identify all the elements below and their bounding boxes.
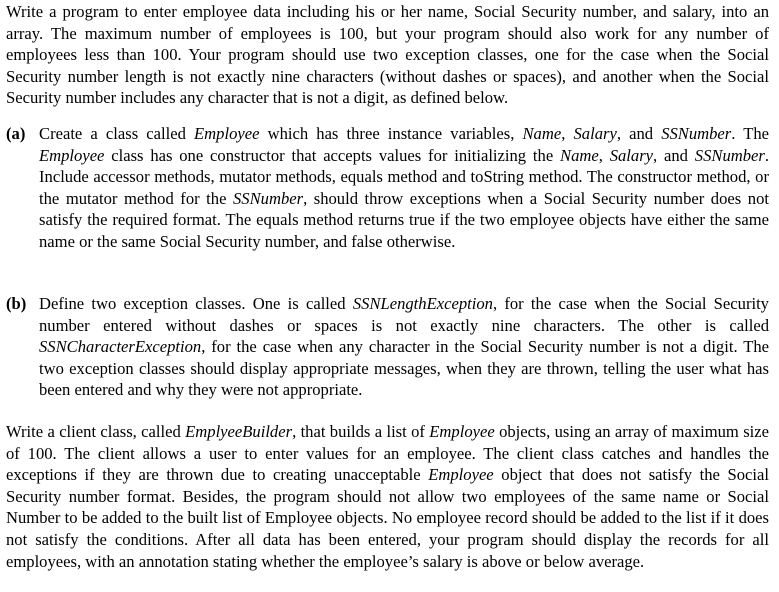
client-text-2: , that builds a list of [292,422,430,441]
client-text-4: object that does not satisfy the Social Security number format. Besides, the program should not allow two employees of the same name or Social Number to be added to the built list of Employee objects. No employee record should be added to the list if it does not satisfy the conditions. After all data has been entered, your program should display the records for all employees, with an annotation stating whether the employee’s salary is above or below average. [6,465,769,571]
part-b-paragraph [6,293,769,401]
part-a-text-10: , should throw exceptions when a Social Security number does not satisfy the required format. The equals method returns true if the two employee objects have either the same name or the same Social Security number, and false otherwise. [39,188,769,251]
part-a-text-3: , [561,124,574,143]
ssnumber-variable-3: SSNumber [233,188,304,208]
part-a-text-8: , and [653,145,695,165]
part-a-text-5: . The [731,124,770,143]
part-b-text-2: , for the case when the Social Security number entered without dashes or spaces is not exactly nine characters. The other is called [39,294,769,335]
part-a-text-6: class has one constructor that accepts values for initializing the [104,145,561,165]
part-a-text-1: Create a class called [39,124,195,143]
client-paragraph [6,421,769,572]
salary-variable: Salary [573,124,617,143]
ssnumber-variable: SSNumber [661,124,732,143]
part-a-text-7: , [598,145,610,165]
part-a-text-4: , and [616,124,662,143]
part-a-text-2: which has three instance variables, [259,124,523,143]
part-a-label: (a) [6,124,26,143]
employee-class-name-3: Employee [429,422,495,441]
employee-builder-name: EmplyeeBuilder [185,422,293,441]
part-a-text-9: . Include accessor methods, mutator methods, equals method and toString method. The constructor method, or the mutator method for the [39,145,769,208]
intro-paragraph: Write a program to enter employee data including his or her name, Social Security number, and salary, into an array. The maximum number of employees is 100, but your program should also work for any number of employees less than 100. Your program should use two exception classes, one for the case when the Social Security number length is not exactly nine characters (without dashes or spaces), and another when the Social Security number includes any character that is not a digit, as defined below. [6,2,769,108]
employee-class-name-4: Employee [428,465,494,485]
part-b-label: (b) [6,294,27,313]
employee-class-name-2: Employee [39,145,105,165]
ssnumber-variable-2: SSNumber [694,145,765,165]
employee-class-name: Employee [194,124,260,143]
client-text-1: Write a client class, called [6,422,186,441]
part-a-paragraph [6,123,769,253]
part-b-text-1: Define two exception classes. One is called [39,294,353,313]
name-variable-2: Name [560,145,599,165]
part-b-text-3: , for the case when any character in the Social Security number is not a digit. The two exception classes should display appropriate messages, when they are thrown, telling the user what has been entered and why they were not appropriate. [39,337,769,400]
ssn-character-exception-name: SSNCharacterException [39,337,202,357]
ssn-length-exception-name: SSNLengthException [352,294,493,313]
client-text-3: objects, using an array of maximum size of 100. The client allows a user to enter values for an employee. The client class catches and handles the exceptions if they are thrown due to creating unacceptable [6,422,769,485]
salary-variable-2: Salary [609,145,654,165]
name-variable: Name [522,124,562,143]
